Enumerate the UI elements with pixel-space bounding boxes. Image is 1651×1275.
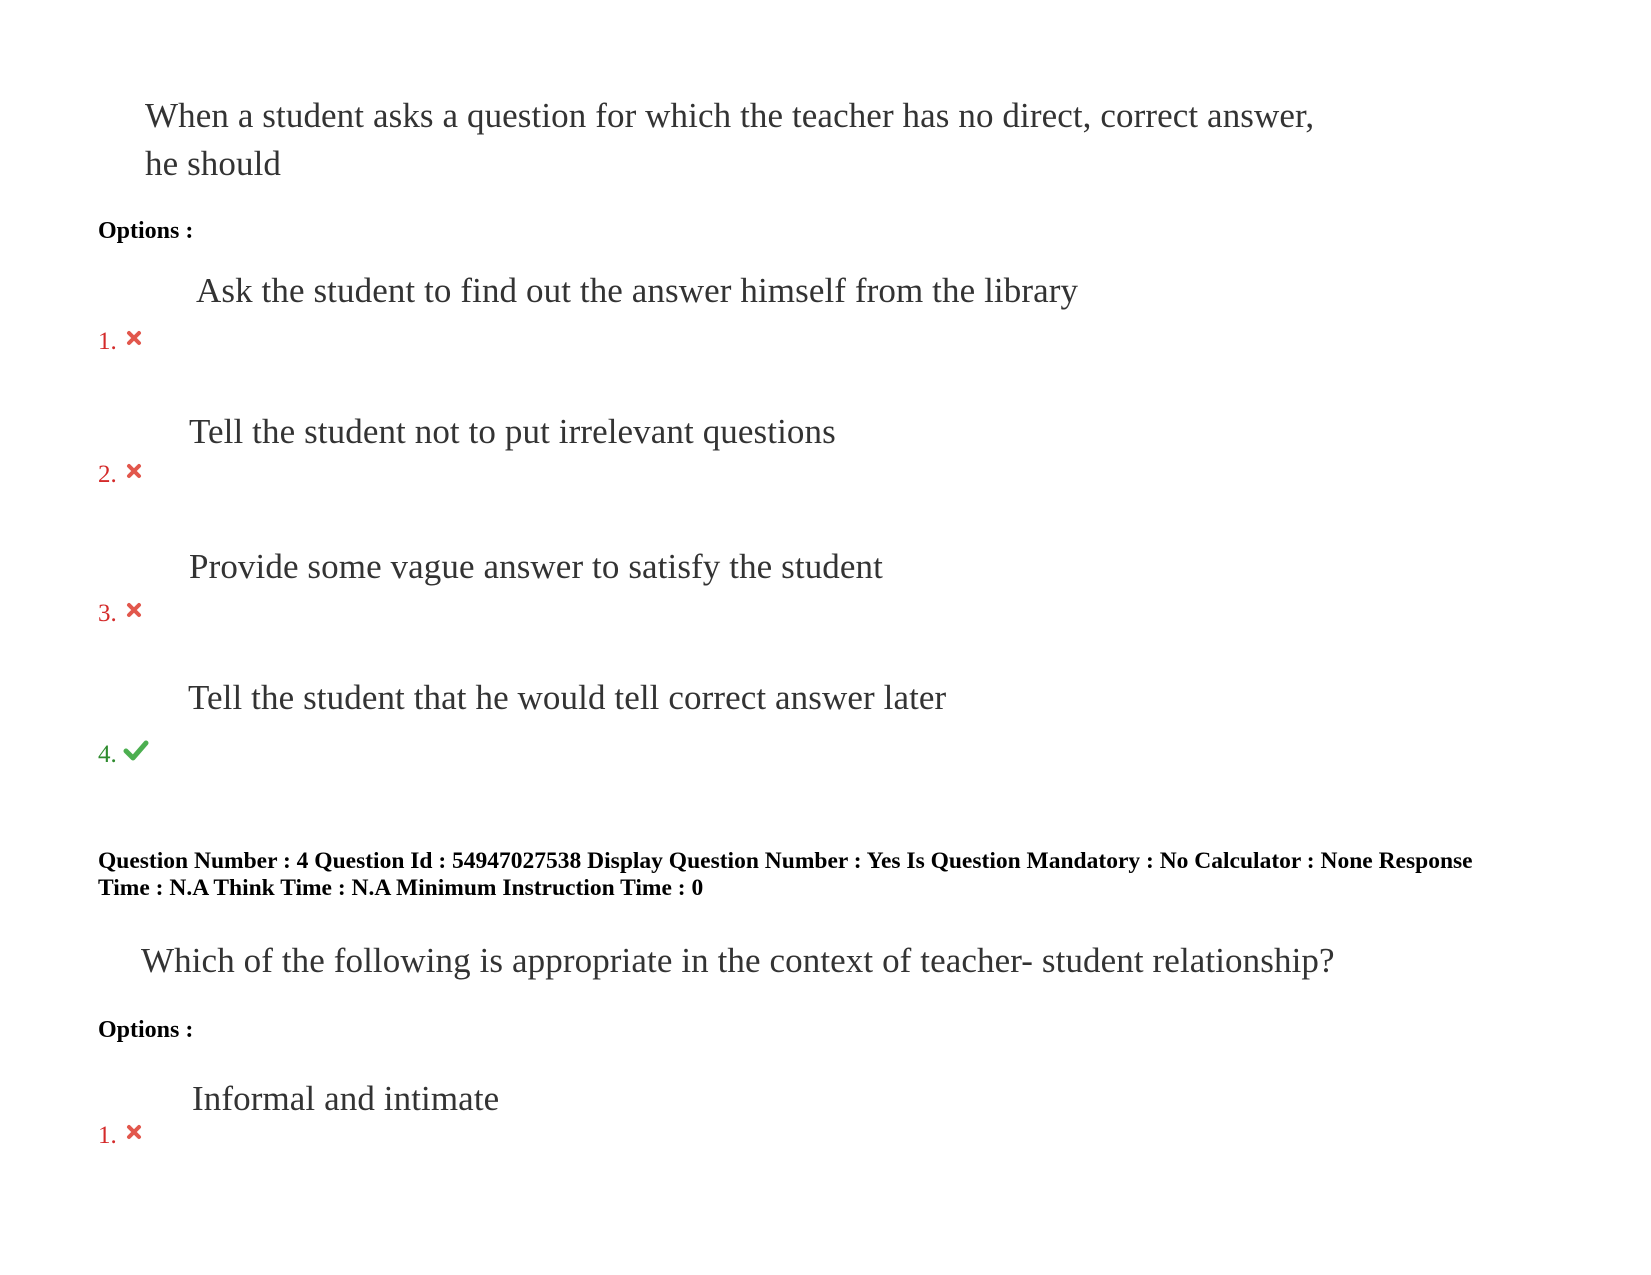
question-metadata-line1: Question Number : 4 Question Id : 54947027538 Display Question Number : Yes Is Question Mandatory : No Calculator : None Response [98,848,1473,874]
question-text: Which of the following is appropriate in the context of teacher- student relationship? [141,941,1335,980]
options-label: Options : [98,218,194,244]
option-text: Informal and intimate [192,1079,500,1118]
option-number: 1. [98,1122,117,1149]
options-label: Options : [98,1017,194,1043]
option-text: Tell the student not to put irrelevant questions [189,412,836,451]
option-number: 1. [98,328,117,355]
question-text-line2: he should [145,144,282,183]
option-number: 4. [98,741,117,768]
cross-icon [126,330,142,346]
option-text: Tell the student that he would tell correct answer later [188,678,947,717]
option-number: 2. [98,461,117,488]
checkmark-icon [123,739,149,761]
question-metadata-line2: Time : N.A Think Time : N.A Minimum Instruction Time : 0 [98,875,704,901]
option-number: 3. [98,600,117,627]
question-text-line1: When a student asks a question for which the teacher has no direct, correct answer, [145,96,1315,135]
cross-icon [126,1124,142,1140]
option-text: Provide some vague answer to satisfy the student [189,547,883,586]
cross-icon [126,602,142,618]
option-text: Ask the student to find out the answer himself from the library [196,271,1079,310]
question-metadata [98,848,1578,902]
cross-icon [126,463,142,479]
